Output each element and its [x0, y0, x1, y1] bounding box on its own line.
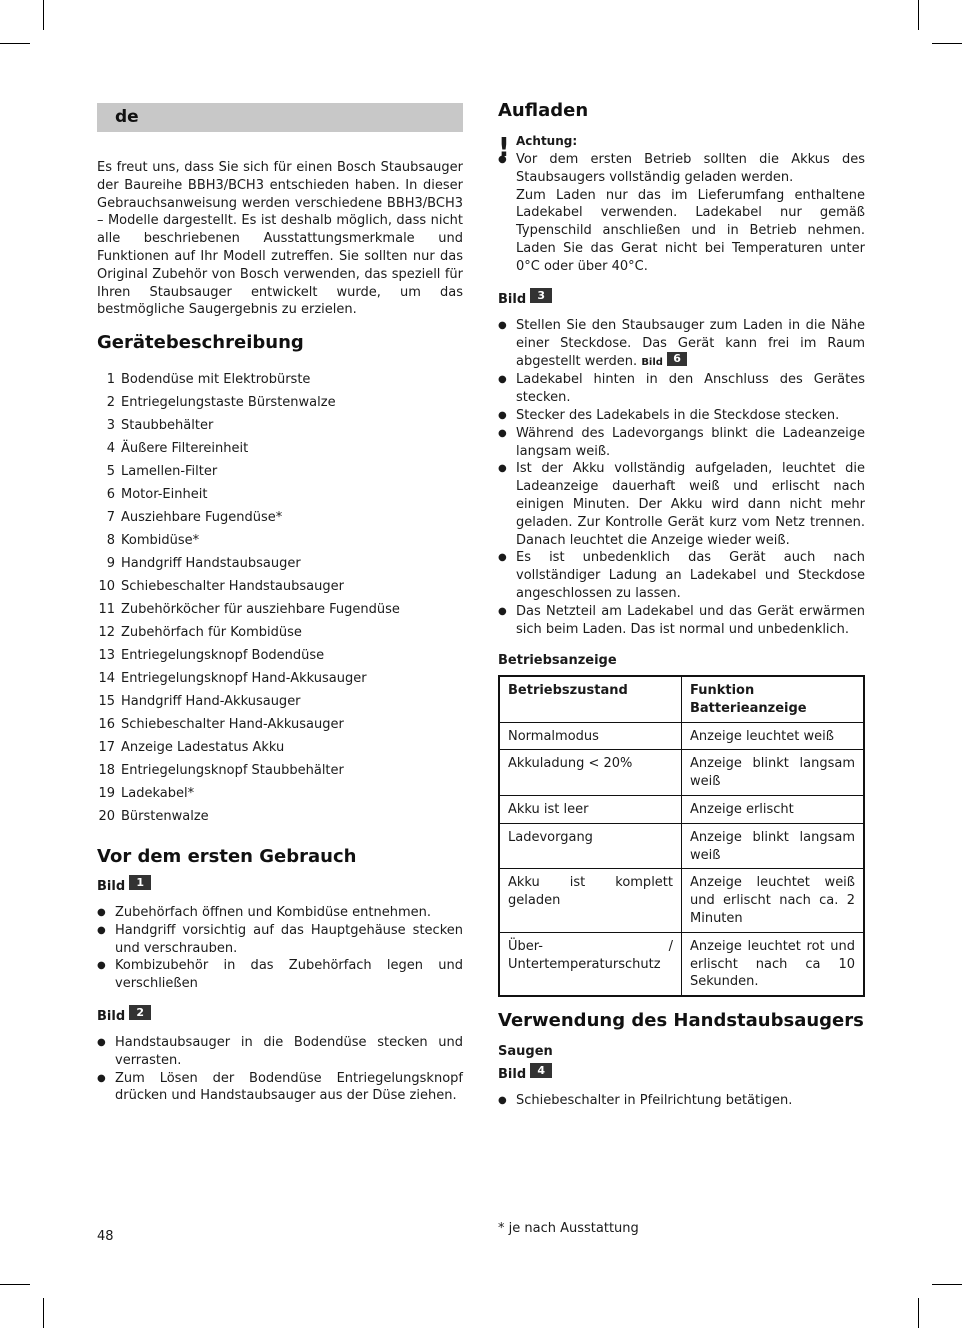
table-cell-funktion: Anzeige leuchtet rot und erlischt nach ca 10 Sekunden. [682, 932, 865, 996]
part-item [97, 713, 463, 736]
bild-3-label: Bild 3 [498, 292, 552, 307]
part-number: 4 [106, 441, 115, 456]
betriebsanzeige-title: Betriebsanzeige [498, 653, 617, 668]
table-row [499, 722, 864, 750]
part-item [97, 460, 463, 483]
table-cell-zustand: Akkuladung < 20% [499, 750, 682, 796]
part-number: 17 [98, 740, 115, 755]
list-item: ● Handstaubsauger in die Bodendüse stecken und verrasten. [97, 1034, 463, 1070]
part-item [97, 368, 463, 391]
table-cell-funktion: Anzeige blinkt langsam weiß [682, 823, 865, 869]
table-cell-zustand: Normalmodus [499, 722, 682, 750]
part-label: Entriegelungstaste Bürstenwalze [121, 395, 336, 410]
part-number: 7 [106, 510, 115, 525]
table-row [499, 932, 864, 996]
part-label: Bodendüse mit Elektrobürste [121, 372, 311, 387]
section-title-verwendung: Verwendung des Handstaubsaugers [498, 1010, 864, 1031]
footnote: * je nach Ausstattung [498, 1221, 639, 1236]
part-number: 14 [98, 671, 115, 686]
part-label: Entriegelungsknopf Bodendüse [121, 648, 325, 663]
list-item: ● Während des Ladevorgangs blinkt die Ladeanzeige langsam weiß. [498, 425, 865, 461]
list-item: ● Schiebeschalter in Pfeilrichtung betätigen. [498, 1092, 865, 1110]
table-row [499, 795, 864, 823]
part-label: Ausziehbare Fugendüse* [121, 510, 283, 525]
section-title-erster-gebrauch: Vor dem ersten Gebrauch [97, 846, 357, 867]
table-cell-zustand: Akku ist leer [499, 795, 682, 823]
crop-mark [932, 43, 962, 44]
part-label: Zubehörfach für Kombidüse [121, 625, 302, 640]
part-item [97, 805, 463, 828]
part-number: 13 [98, 648, 115, 663]
section-title-geraetebeschreibung: Gerätebeschreibung [97, 332, 304, 353]
crop-mark [932, 1284, 962, 1285]
part-label: Zubehörköcher für ausziehbare Fugendüse [121, 602, 400, 617]
part-label: Handgriff Hand-Akkusauger [121, 694, 301, 709]
part-item [97, 391, 463, 414]
table-cell-funktion: Anzeige leuchtet weiß und erlischt nach ca. 2 Minuten [682, 869, 865, 932]
part-label: Entriegelungsknopf Hand-Akkusauger [121, 671, 367, 686]
intro-text: Es freut uns, dass Sie sich für einen Bosch Staubsauger der Baureihe BBH3/BCH3 entschieden haben. In dieser Gebrauchsanweisung werden verschiedene BBH3/BCH3 – Modelle dargestellt. Es ist deshalb möglich, dass nicht alle beschriebenen Ausstattungsmerkmale und Funktionen auf Ihr Modell zutreffen. Sie sollten nur das Original Zubehör von Bosch verwenden, das speziell für Ihren Staubsauger entwickelt wurde, um das bestmögliche Saugergebnis zu erzielen. [97, 160, 463, 318]
section-title-aufladen: Aufladen [498, 100, 589, 121]
crop-mark [0, 43, 30, 44]
figure-number-badge: 6 [667, 352, 687, 366]
parts-list [97, 368, 463, 828]
table-cell-zustand: Ladevorgang [499, 823, 682, 869]
part-number: 11 [98, 602, 115, 617]
part-label: Äußere Filtereinheit [121, 441, 249, 456]
part-item [97, 782, 463, 805]
bild-1-label: Bild 1 [97, 879, 151, 894]
bullet-list [97, 1034, 463, 1105]
list-item: ● Vor dem ersten Betrieb sollten die Akkus des Staubsaugers vollständig geladen werden. Zum Laden nur das im Lieferumfang enthaltene Ladekabel verwenden. Ladekabel nur gemäß Typenschild anschließen und in Betrieb nehmen. Laden Sie das Gerat nicht bei Temperaturen unter 0°C oder über 40°C. [498, 151, 865, 276]
language-bar: de [97, 103, 463, 132]
part-label: Ladekabel* [121, 786, 195, 801]
table-header-row [499, 676, 864, 722]
part-label: Entriegelungsknopf Staubbehälter [121, 763, 344, 778]
part-label: Lamellen-Filter [121, 464, 218, 479]
part-label: Schiebeschalter Hand-Akkusauger [121, 717, 344, 732]
column-header: Funktion Batterieanzeige [682, 676, 865, 722]
list-item: ● Es ist unbedenklich das Gerät auch nach vollständiger Ladung an Ladekabel und Steckdose angeschlossen zu lassen. [498, 549, 865, 602]
table-row [499, 750, 864, 796]
part-item [97, 483, 463, 506]
list-item: ● Handgriff vorsichtig auf das Hauptgehäuse stecken und verschrauben. [97, 922, 463, 958]
list-item: ● Kombizubehör in das Zubehörfach legen und verschließen [97, 957, 463, 993]
page-number: 48 [97, 1229, 114, 1244]
figure-number-badge: 3 [530, 288, 552, 303]
list-item: ● Das Netzteil am Ladekabel und das Gerät erwärmen sich beim Laden. Das ist normal und unbedenklich. [498, 603, 865, 639]
warning-list [498, 151, 865, 276]
crop-mark [0, 1284, 30, 1285]
part-item [97, 690, 463, 713]
part-number: 10 [98, 579, 115, 594]
part-number: 6 [106, 487, 115, 502]
part-label: Staubbehälter [121, 418, 214, 433]
warning-icon: ! [498, 133, 510, 163]
achtung-label: Achtung: [516, 134, 578, 148]
table-row [499, 823, 864, 869]
status-table [498, 675, 865, 997]
crop-mark [43, 1298, 44, 1328]
part-label: Kombidüse* [121, 533, 200, 548]
bullet-list [97, 904, 463, 993]
part-label: Handgriff Handstaubsauger [121, 556, 301, 571]
figure-number-badge: 4 [530, 1063, 552, 1078]
part-number: 15 [98, 694, 115, 709]
part-item [97, 506, 463, 529]
bild-4-label: Bild 4 [498, 1067, 552, 1082]
part-item [97, 414, 463, 437]
part-number: 20 [98, 809, 115, 824]
part-item [97, 552, 463, 575]
table-cell-funktion: Anzeige leuchtet weiß [682, 722, 865, 750]
part-item [97, 736, 463, 759]
part-number: 16 [98, 717, 115, 732]
part-item [97, 529, 463, 552]
part-number: 3 [106, 418, 115, 433]
bild-2-label: Bild 2 [97, 1009, 151, 1024]
part-number: 1 [106, 372, 115, 387]
part-label: Motor-Einheit [121, 487, 208, 502]
part-label: Schiebeschalter Handstaubsauger [121, 579, 344, 594]
table-cell-zustand: Über- / Untertemperaturschutz [499, 932, 682, 996]
crop-mark [918, 0, 919, 30]
table-row [499, 869, 864, 932]
part-number: 12 [98, 625, 115, 640]
table-cell-funktion: Anzeige erlischt [682, 795, 865, 823]
crop-mark [918, 1298, 919, 1328]
part-number: 18 [98, 763, 115, 778]
part-number: 9 [106, 556, 115, 571]
part-number: 5 [106, 464, 115, 479]
crop-mark [43, 0, 44, 30]
bullet-list [498, 317, 865, 638]
part-item [97, 759, 463, 782]
column-header: Betriebszustand [499, 676, 682, 722]
figure-number-badge: 2 [129, 1005, 151, 1020]
part-item [97, 667, 463, 690]
table-cell-zustand: Akku ist komplett geladen [499, 869, 682, 932]
list-item: ● Stecker des Ladekabels in die Steckdose stecken. [498, 407, 865, 425]
part-item [97, 621, 463, 644]
part-item [97, 575, 463, 598]
part-label: Anzeige Ladestatus Akku [121, 740, 285, 755]
part-item [97, 644, 463, 667]
list-item: ● Ist der Akku vollständig aufgeladen, leuchtet die Ladeanzeige dauerhaft weiß und erlischt nach einigen Minuten. Der Akku wird dann nicht mehr geladen. Zur Kontrolle Gerät kurz vom Netz trennen. Danach leuchtet die Anzeige wieder weiß. [498, 460, 865, 549]
list-item: ● Zum Lösen der Bodendüse Entriegelungsknopf drücken und Handstaubsauger aus der Düse ziehen. [97, 1070, 463, 1106]
part-label: Bürstenwalze [121, 809, 209, 824]
part-number: 2 [106, 395, 115, 410]
part-item [97, 437, 463, 460]
part-number: 19 [98, 786, 115, 801]
saugen-label: Saugen [498, 1044, 553, 1059]
part-number: 8 [106, 533, 115, 548]
part-item [97, 598, 463, 621]
bullet-list [498, 1092, 865, 1110]
list-item: ● Ladekabel hinten in den Anschluss des Gerätes stecken. [498, 371, 865, 407]
list-item: ● Stellen Sie den Staubsauger zum Laden in die Nähe einer Steckdose. Das Gerät kann frei im Raum abgestellt werden. Bild 6 [498, 317, 865, 371]
figure-number-badge: 1 [129, 875, 151, 890]
table-cell-funktion: Anzeige blinkt langsam weiß [682, 750, 865, 796]
list-item: ● Zubehörfach öffnen und Kombidüse entnehmen. [97, 904, 463, 922]
